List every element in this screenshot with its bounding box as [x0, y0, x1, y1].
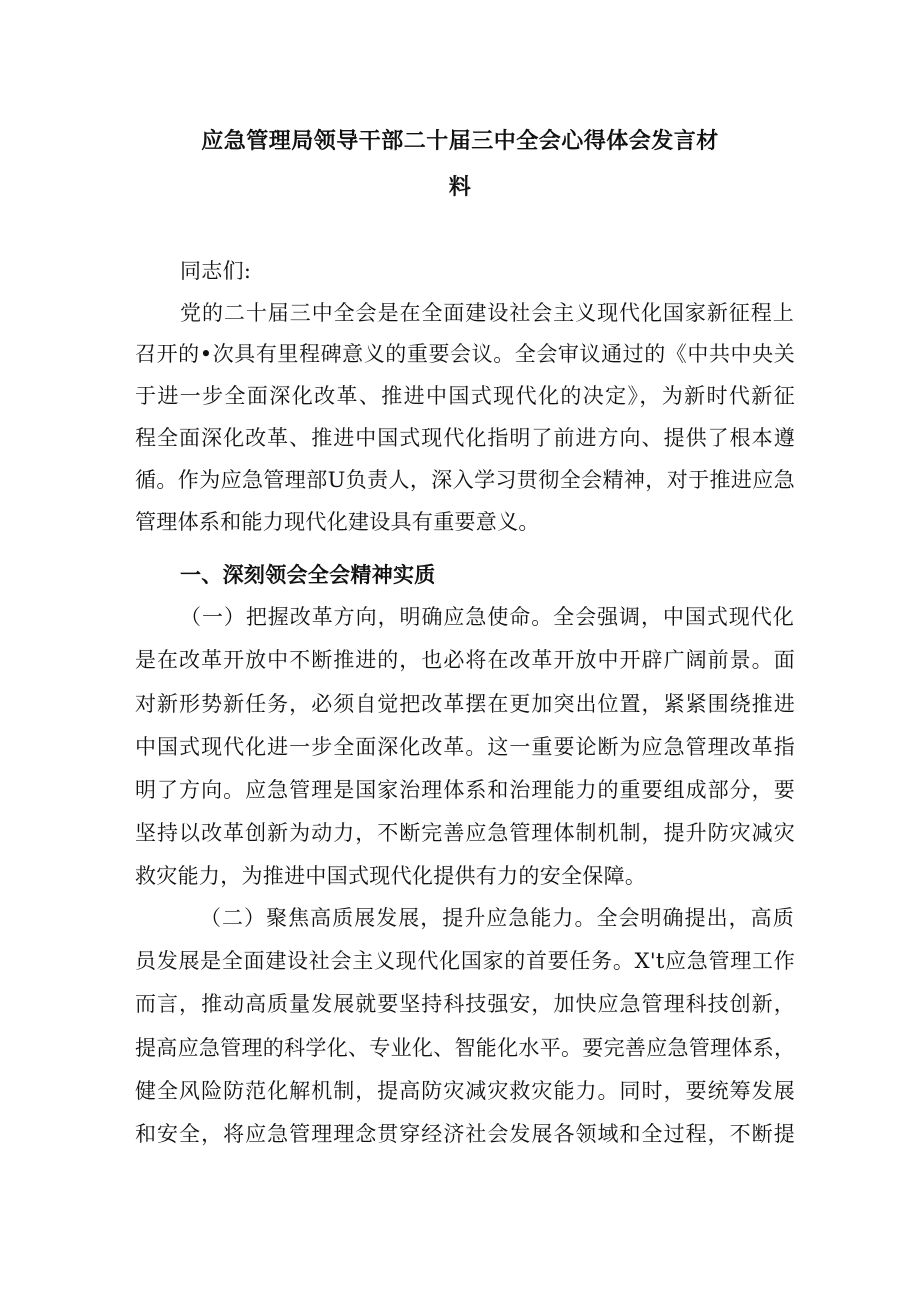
para1-line: 救灾能力，为推进中国式现代化提供有力的安全保障。 [135, 864, 647, 888]
para2-line: 健全风险防范化解机制，提高防灾减灾救灾能力。同时，要统筹发展 [135, 1079, 795, 1103]
document-title-line2: 料 [448, 175, 472, 200]
para1-line: 中国式现代化进一步全面深化改革。这一重要论断为应急管理改革指 [135, 735, 795, 759]
intro-line: 于进一步全面深化改革、推进中国式现代化的决定》，为新时代新征 [135, 384, 795, 408]
salutation: 同志们: [180, 259, 252, 283]
para1-line: 对新形势新任务，必须自觉把改革摆在更加突出位置，紧紧围绕推进 [135, 692, 795, 716]
para2-line: 和安全，将应急管理理念贯穿经济社会发展各领域和全过程，不断提 [135, 1122, 795, 1146]
intro-line: 循。作为应急管理部U负责人，深入学习贯彻全会精神，对于推进应急 [135, 468, 795, 492]
section-heading: 一、深刻领会全会精神实质 [180, 563, 436, 587]
intro-line: 召开的•次具有里程碑意义的重要会议。全会审议通过的《中共中央关 [135, 342, 795, 366]
para2-line: 而言，推动高质量发展就要坚持科技强安，加快应急管理科技创新， [135, 992, 795, 1016]
para1-line: 明了方向。应急管理是国家治理体系和治理能力的重要组成部分，要 [135, 778, 795, 802]
para1-line: 坚持以改革创新为动力，不断完善应急管理体制机制，提升防灾减灾 [135, 821, 795, 845]
intro-line: 程全面深化改革、推进中国式现代化指明了前进方向、提供了根本遵 [135, 426, 795, 450]
intro-line: 党的二十届三中全会是在全面建设社会主义现代化国家新征程上 [180, 301, 794, 325]
para1-line: 是在改革开放中不断推进的，也必将在改革开放中开辟广阔前景。面 [135, 648, 795, 672]
para2-line: 提高应急管理的科学化、专业化、智能化水平。要完善应急管理体系， [135, 1036, 796, 1060]
para2-line: （二）聚焦高质展发展，提升应急能力。全会明确提出，高质 [200, 906, 794, 930]
para1-line: （一）把握改革方向，明确应急使命。全会强调，中国式现代化 [180, 605, 794, 629]
para2-line: 员发展是全面建设社会主义现代化国家的首要任务。X't应急管理工作 [135, 949, 795, 973]
document-title-line1: 应急管理局领导干部二十届三中全会心得体会发言材 [201, 129, 719, 154]
intro-line: 管理体系和能力现代化建设具有重要意义。 [135, 510, 540, 534]
